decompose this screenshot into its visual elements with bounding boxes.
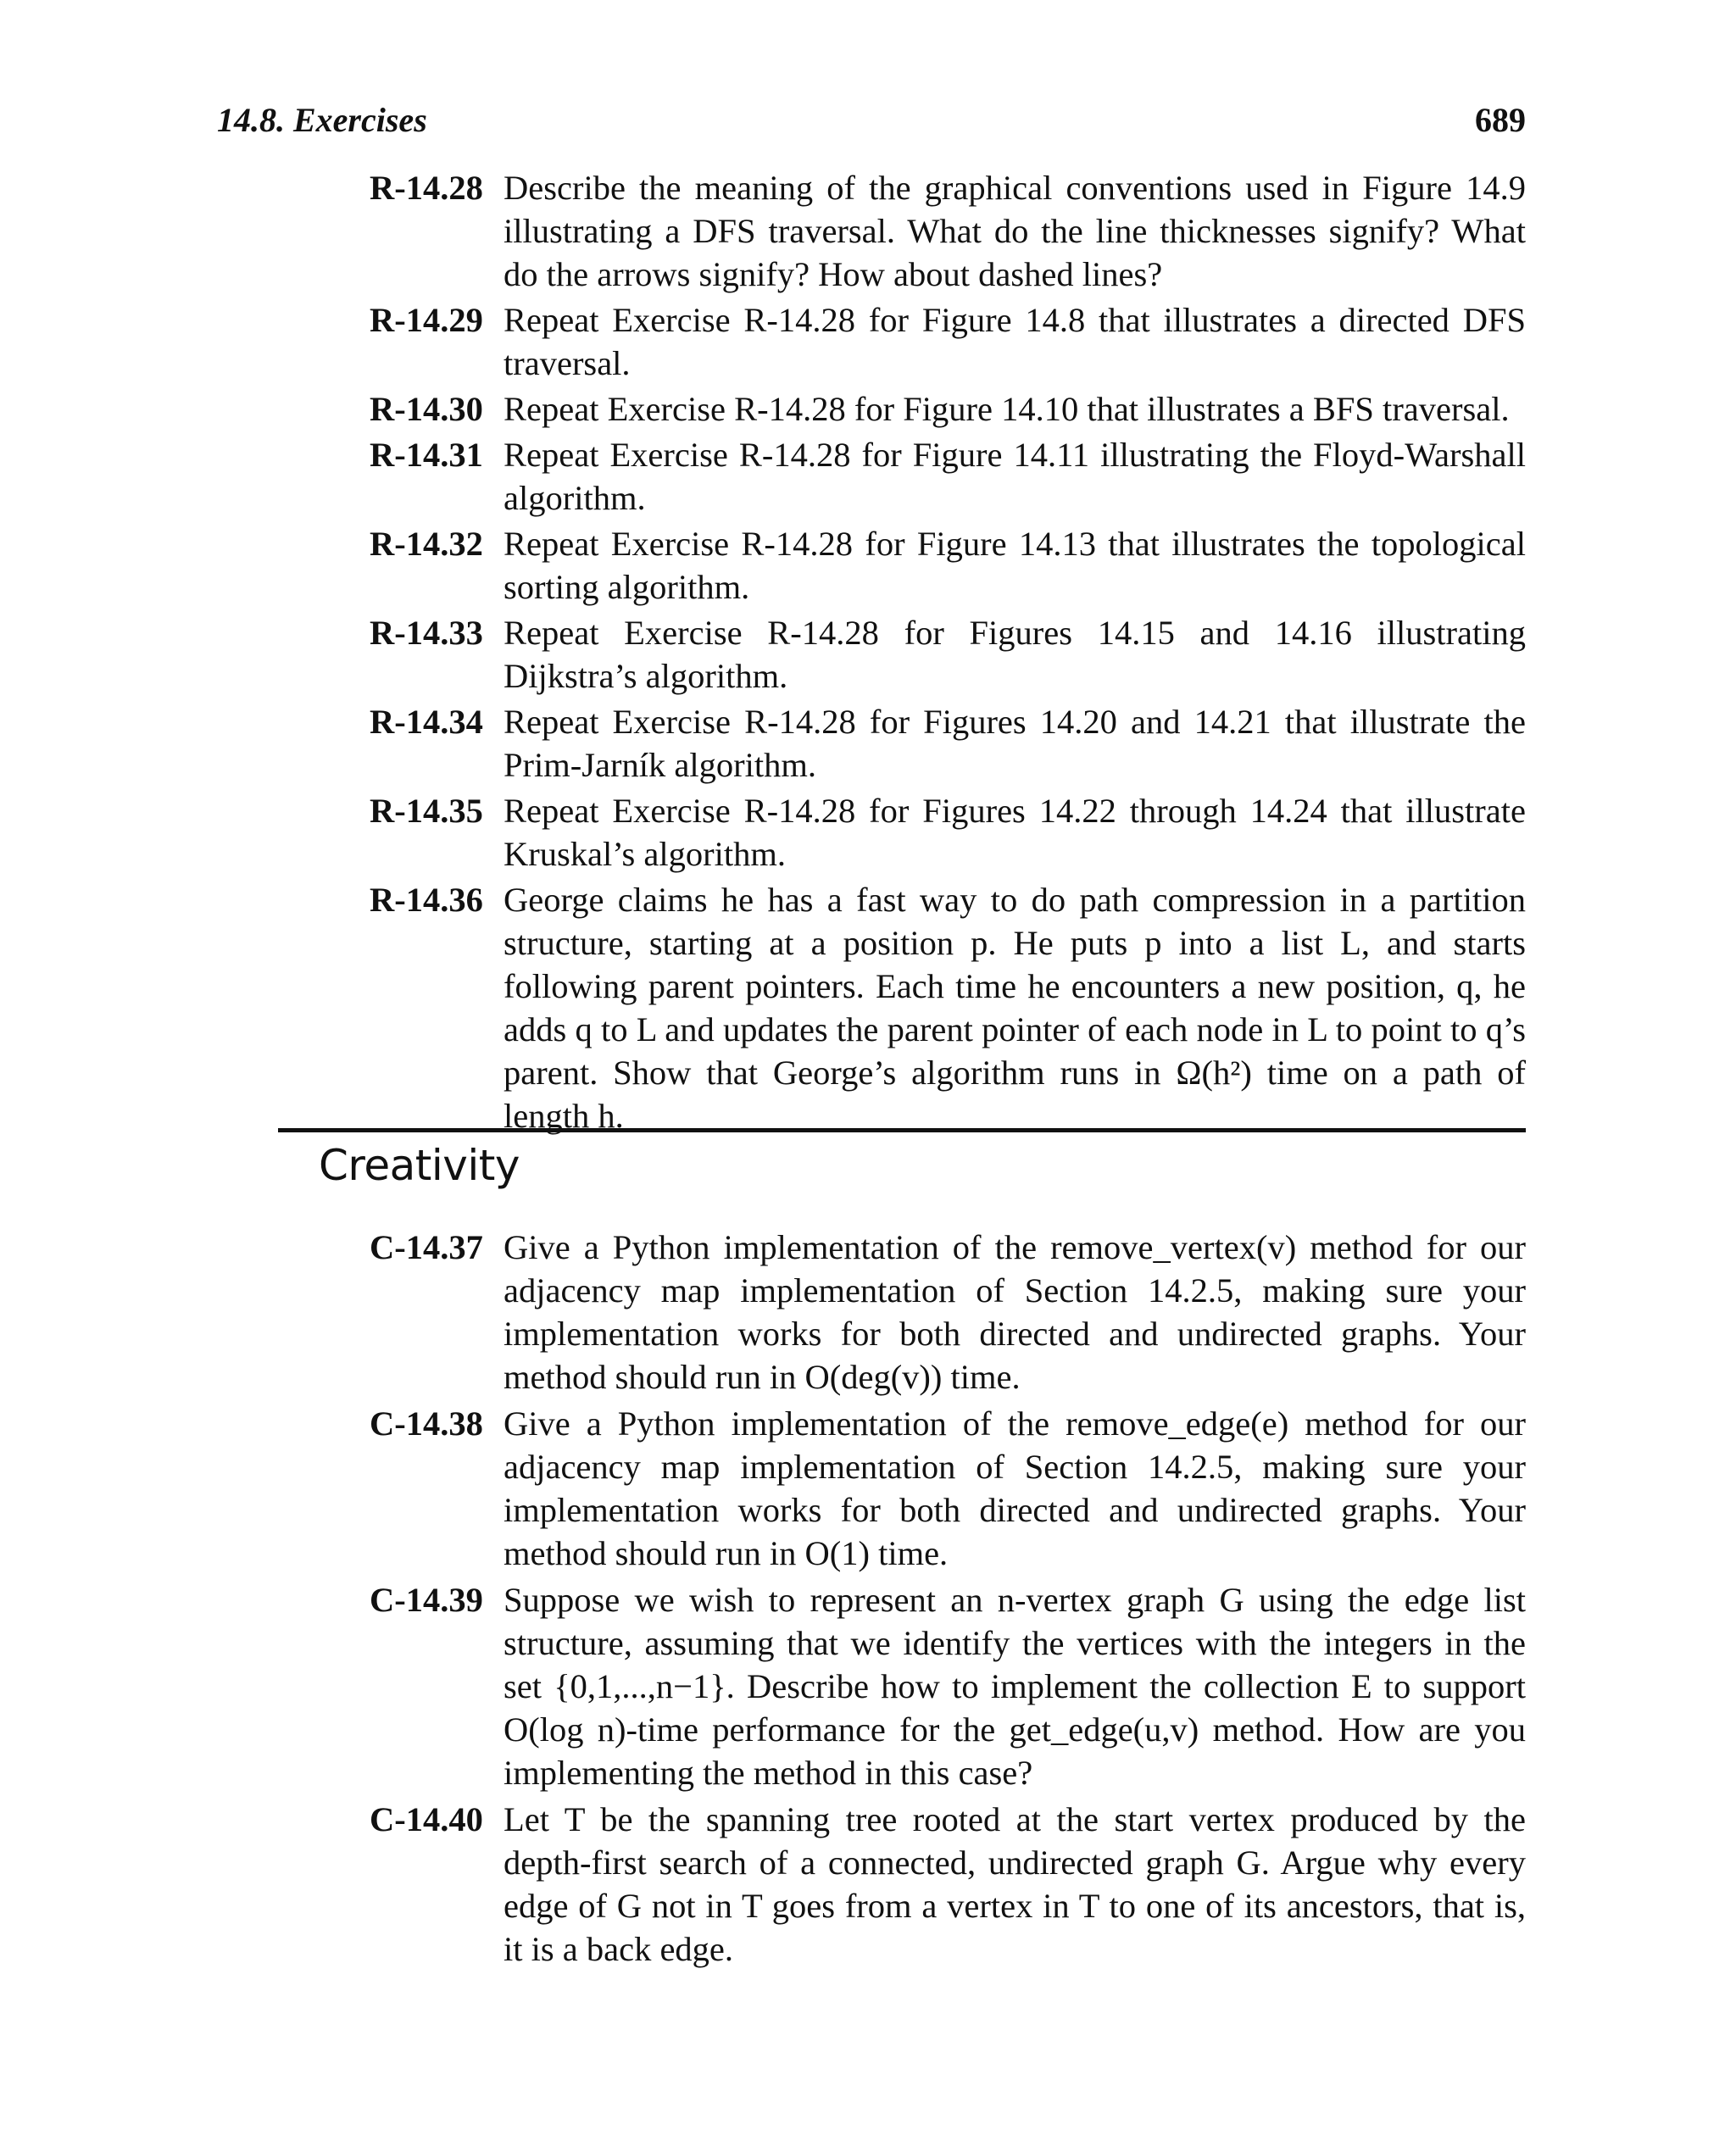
exercise-number: R-14.32 bbox=[370, 525, 483, 563]
exercise-item bbox=[370, 433, 1526, 520]
exercise-item bbox=[370, 789, 1526, 876]
exercise-item bbox=[370, 1798, 1526, 1971]
exercise-text: Give a Python implementation of the remove_edge(e) method for our adjacency map implementation of Section 14.2.5, making sure your implementation works for both directed and undirected graphs. Your method should run in O(1) time. bbox=[504, 1404, 1526, 1572]
section-title: 14.8. Exercises bbox=[217, 101, 427, 139]
exercise-number: C-14.37 bbox=[370, 1228, 483, 1266]
exercise-text: Describe the meaning of the graphical conventions used in Figure 14.9 illustrating a DFS traversal. What do the line thicknesses signify? What do the arrows signify? How about dashed lines? bbox=[504, 169, 1526, 293]
exercise-item bbox=[370, 387, 1526, 431]
exercise-item bbox=[370, 611, 1526, 698]
section-divider bbox=[278, 1128, 1526, 1132]
exercise-number: R-14.35 bbox=[370, 792, 483, 830]
exercise-text: Repeat Exercise R-14.28 for Figures 14.22 through 14.24 that illustrate Kruskal’s algorithm. bbox=[504, 792, 1526, 873]
exercise-text: Repeat Exercise R-14.28 for Figure 14.10 that illustrates a BFS traversal. bbox=[504, 390, 1510, 428]
running-head bbox=[217, 100, 1526, 140]
exercise-text: Repeat Exercise R-14.28 for Figure 14.11 illustrating the Floyd-Warshall algorithm. bbox=[504, 436, 1526, 517]
exercise-number: R-14.36 bbox=[370, 881, 483, 919]
exercise-item bbox=[370, 1402, 1526, 1575]
exercise-text: Let T be the spanning tree rooted at the start vertex produced by the depth-first search of a connected, undirected graph G. Argue why every edge of G not in T goes from a vertex in T to one of its ancestors, that is, it is a back edge. bbox=[504, 1800, 1526, 1968]
exercise-item bbox=[370, 1226, 1526, 1399]
exercise-number: R-14.31 bbox=[370, 436, 483, 474]
exercise-item bbox=[370, 700, 1526, 787]
creativity-exercise-list bbox=[370, 1226, 1526, 1974]
exercise-text: Repeat Exercise R-14.28 for Figure 14.13 that illustrates the topological sorting algorithm. bbox=[504, 525, 1526, 606]
exercise-number: C-14.38 bbox=[370, 1404, 483, 1443]
exercise-text: Give a Python implementation of the remove_vertex(v) method for our adjacency map implementation of Section 14.2.5, making sure your implementation works for both directed and undirected graphs. Your method should run in O(deg(v)) time. bbox=[504, 1228, 1526, 1396]
exercise-number: C-14.39 bbox=[370, 1581, 483, 1619]
exercise-number: R-14.28 bbox=[370, 169, 483, 207]
exercise-number: R-14.30 bbox=[370, 390, 483, 428]
exercise-item bbox=[370, 1578, 1526, 1794]
exercise-item bbox=[370, 166, 1526, 296]
exercise-item bbox=[370, 878, 1526, 1137]
exercise-text: Suppose we wish to represent an n-vertex graph G using the edge list structure, assuming that we identify the vertices with the integers in the set {0,1,...,n−1}. Describe how to implement the collection E to support O(log n)-time performance for the get_edge(u,v) method. How are you implementing the method in this case? bbox=[504, 1581, 1526, 1792]
exercise-item bbox=[370, 522, 1526, 609]
exercise-number: R-14.29 bbox=[370, 301, 483, 339]
exercise-text: Repeat Exercise R-14.28 for Figure 14.8 that illustrates a directed DFS traversal. bbox=[504, 301, 1526, 382]
review-exercise-list bbox=[370, 166, 1526, 1140]
page-number: 689 bbox=[1475, 101, 1526, 139]
exercise-number: R-14.33 bbox=[370, 614, 483, 652]
exercise-text: Repeat Exercise R-14.28 for Figures 14.15 and 14.16 illustrating Dijkstra’s algorithm. bbox=[504, 614, 1526, 695]
exercise-text: George claims he has a fast way to do path compression in a partition structure, starting at a position p. He puts p into a list L, and starts following parent pointers. Each time he encounters a new position, q, he adds q to L and updates the parent pointer of each node in L to point to q’s parent. Show that George’s algorithm runs in Ω(h²) time on a path of length h. bbox=[504, 881, 1526, 1135]
exercise-item bbox=[370, 298, 1526, 385]
exercise-number: C-14.40 bbox=[370, 1800, 483, 1838]
exercise-number: R-14.34 bbox=[370, 703, 483, 741]
exercise-text: Repeat Exercise R-14.28 for Figures 14.20 and 14.21 that illustrate the Prim-Jarník algorithm. bbox=[504, 703, 1526, 784]
creativity-heading: Creativity bbox=[319, 1141, 520, 1190]
